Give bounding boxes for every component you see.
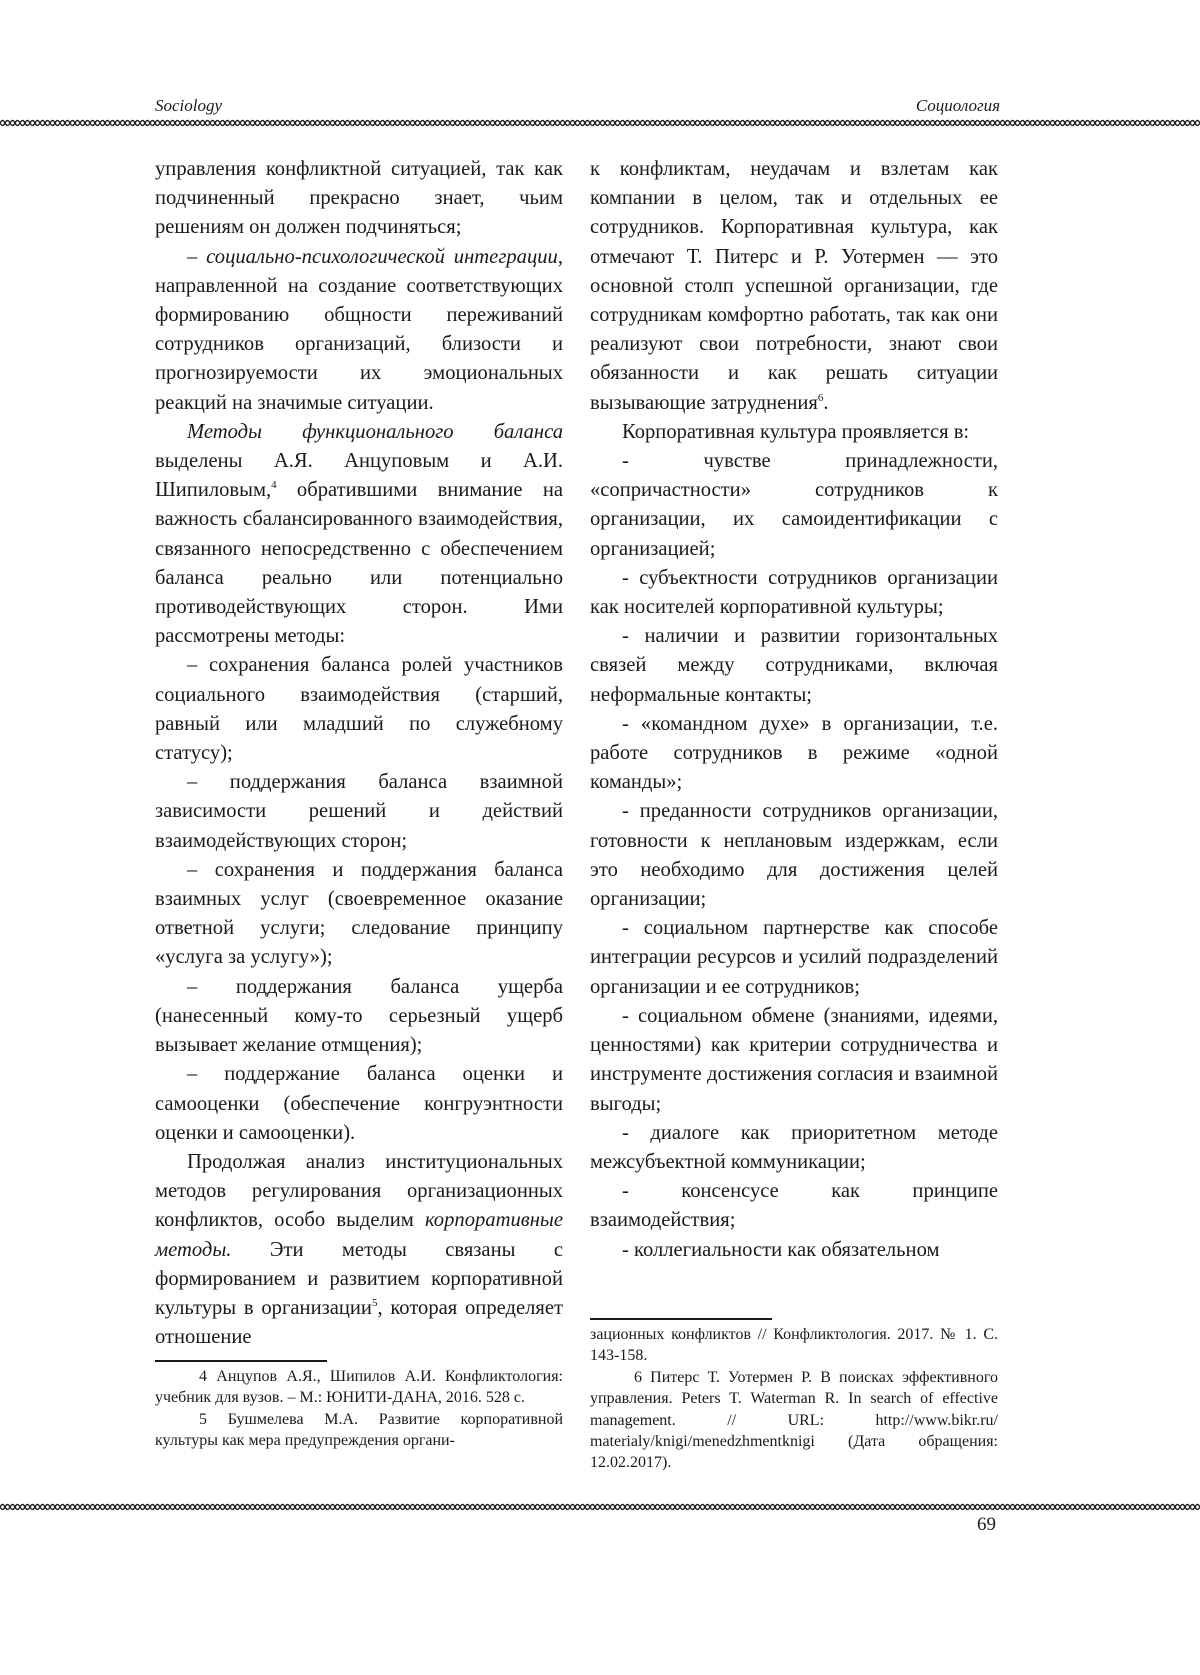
- list-item: – поддержание баланса оценки и самооценки (обеспечение конгруэнтности оценки и самооценки).: [155, 1063, 563, 1144]
- list-item: - чувстве принадлежности, «сопричастности» сотрудников к организации, их самоидентификации с организацией;: [590, 450, 998, 560]
- paragraph: к конфликтам, неудачам и взлетам как компании в целом, так и отдельных ее сотрудников. Корпоративная культура, как отмечают Т. Питерс и Р. Уотермен — это основной столп успешной организации, где сотрудникам комфортно работать, так как они реализуют свои потребности, знают свои обязанности и как решать ситуации вызывающие затруднения$^6$.: [590, 158, 998, 414]
- list-item: – поддержания баланса ущерба (нанесенный кому-то серьезный ущерб вызывает желание отмщения);: [155, 975, 563, 1057]
- bottom-ornament-border: [0, 1502, 1200, 1512]
- paragraph: Корпоративная культура проявляется в:: [622, 420, 970, 443]
- list-item: - коллегиальности как обязательном: [622, 1238, 940, 1261]
- list-item: – поддержания баланса взаимной зависимости решений и действий взаимодействующих сторон;: [155, 771, 563, 852]
- list-item: - субъектности сотрудников организации как носителей корпоративной культуры;: [590, 566, 998, 619]
- page-number: 69: [977, 1514, 996, 1535]
- top-ornament-border: [0, 118, 1200, 128]
- list-item: - диалоге как приоритетном методе межсубъектной коммуникации;: [590, 1121, 998, 1173]
- footnotes-right: [590, 1324, 998, 1474]
- running-head: [155, 96, 1000, 116]
- right-column: [590, 155, 998, 1265]
- list-item: - социальном обмене (знаниями, идеями, ценностями) как критерии сотрудничества и инструменте достижения согласия и взаимной выгоды;: [590, 1004, 998, 1115]
- footnote-separator: [155, 1360, 327, 1362]
- header-journal-en: Sociology: [155, 96, 223, 115]
- list-item: - консенсусе как принципе взаимодействия;: [590, 1180, 998, 1232]
- footnote-ref-4: 4: [271, 479, 277, 492]
- footnote-ref-5: 5: [371, 1297, 378, 1310]
- list-item: - наличии и развитии горизонтальных связей между сотрудниками, включая неформальные контакты;: [590, 625, 998, 706]
- footnotes-left: [155, 1366, 563, 1452]
- footnote-ref-6: 6: [817, 391, 824, 404]
- footnote-separator: [590, 1318, 772, 1320]
- list-item: - преданности сотрудников организации, готовности к неплановым издержкам, если это необходимо для достижения целей организации;: [590, 800, 998, 911]
- list-item: – сохранения баланса ролей участников социального взаимодействия (старший, равный или младший по служебному статусу);: [155, 654, 563, 765]
- list-item: - социальном партнерстве как способе интеграции ресурсов и усилий подразделений организации и ее сотрудников;: [590, 917, 998, 998]
- header-journal-ru: Социология: [915, 96, 1000, 115]
- footnote-5: 5 Бушмелева М.А. Развитие корпоративной культуры как мера предупреждения органи-: [155, 1410, 563, 1450]
- footnote-6: 6 Питерс Т. Уотермен Р. В поисках эффективного управления. Peters T. Waterman R. In search of effective management. // URL: http://www.bikr.ru/ materialy/knigi/menedzhmentknigi (Дата обращения: 12.02.2017).: [590, 1368, 998, 1472]
- left-column: [155, 155, 563, 1352]
- paragraph: Продолжая анализ институциональных методов регулирования организационных конфликтов, особо выделим корпоративные методы. Эти методы связаны с формированием и развитием корпоративной культуры в организации$^5$, которая определяет отношение: [155, 1150, 563, 1349]
- paragraph: управления конфликтной ситуацией, так как подчиненный прекрасно знает, чьим решениям он должен подчиняться;: [155, 158, 563, 239]
- list-item: – сохранения и поддержания баланса взаимных услуг (своевременное оказание ответной услуги; следование принципу «услуга за услугу»);: [155, 858, 563, 969]
- footnote-4: 4 Анцупов А.Я., Шипилов А.И. Конфликтология: учебник для вузов. – М.: ЮНИТИ-ДАНА, 2016. 528 с.: [155, 1368, 563, 1407]
- paragraph: – социально-психологической интеграции, направленной на создание соответствующих формированию общности переживаний сотрудников организаций, близости и прогнозируемости их эмоциональных реакций на значимые ситуации.: [155, 245, 563, 414]
- list-item: - «командном духе» в организации, т.е. работе сотрудников в режиме «одной команды»;: [590, 712, 998, 794]
- footnote-5-continued: зационных конфликтов // Конфликтология. 2017. № 1. С. 143-158.: [590, 1326, 998, 1365]
- paragraph: Методы функционального баланса выделены А.Я. Анцуповым и А.И. Шипиловым,$^4$ обратившими внимание на важность сбалансированного взаимодействия, связанного непосредственно с обеспечением баланса реально или потенциально противодействующих сторон. Ими рассмотрены методы:: [155, 420, 563, 648]
